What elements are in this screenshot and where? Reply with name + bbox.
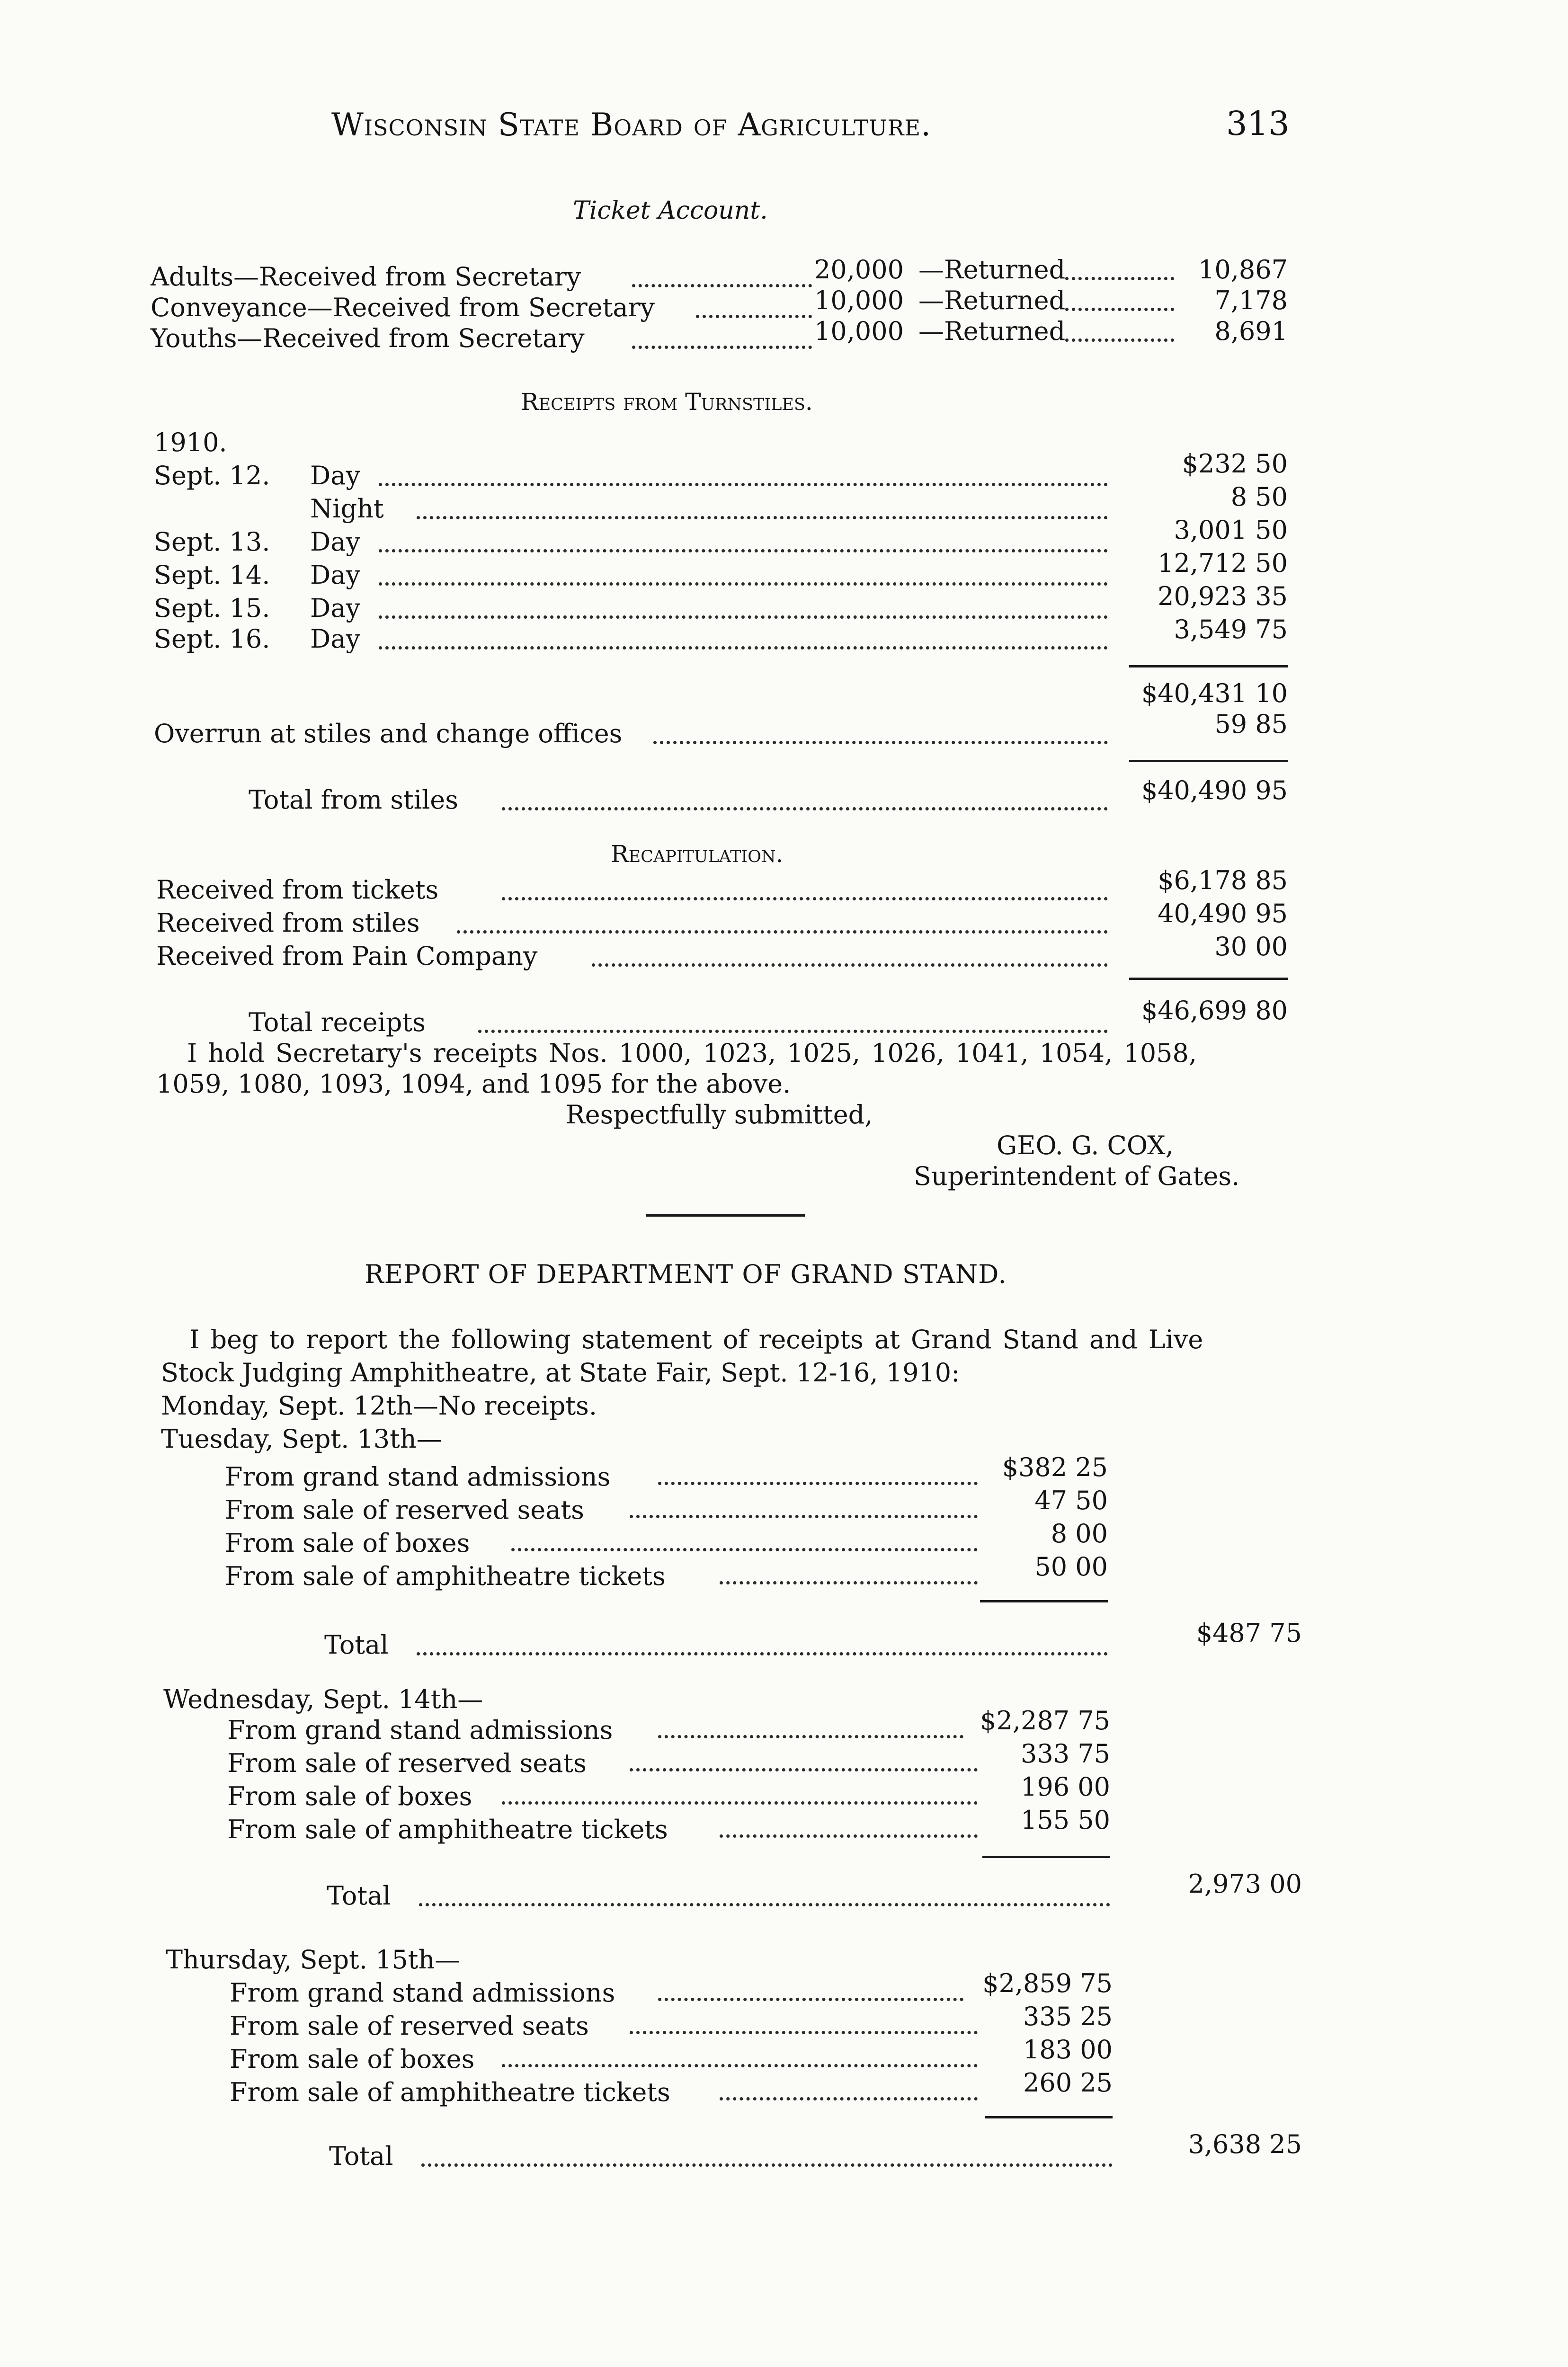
leader-dots: [511, 1548, 978, 1551]
turnstile-date: Sept. 12.: [154, 461, 270, 490]
leader-dots: [502, 807, 1108, 810]
leader-dots: [720, 1581, 978, 1584]
ticket-label: Conveyance—Received from Secretary: [151, 293, 655, 322]
leader-dots: [658, 1735, 963, 1738]
day-total-rule: [982, 1856, 1110, 1858]
stiles-total-label: Total from stiles: [249, 785, 458, 815]
item-amount: 47 50: [1034, 1486, 1108, 1515]
leader-dots: [478, 1030, 1108, 1033]
recap-amount: 40,490 95: [1158, 899, 1288, 928]
leader-dots: [696, 315, 812, 318]
turnstile-label: Day: [310, 593, 360, 623]
leader-dots: [457, 930, 1108, 934]
day-total-rule: [985, 2116, 1113, 2118]
day-heading: Thursday, Sept. 15th—: [166, 1945, 461, 1975]
item-amount: $2,287 75: [980, 1706, 1110, 1735]
turnstiles-heading: Receipts from Turnstiles.: [521, 388, 813, 416]
total-rule: [1129, 760, 1288, 762]
leader-dots: [502, 1801, 978, 1805]
turnstile-date: Sept. 16.: [154, 624, 270, 654]
turnstile-amount: 3,001 50: [1174, 515, 1288, 545]
ticket-received: 10,000: [814, 316, 904, 346]
item-amount: $2,859 75: [982, 1968, 1113, 1998]
recap-heading: Recapitulation.: [611, 840, 784, 868]
turnstile-amount: 8 50: [1230, 482, 1288, 512]
turnstile-amount: 12,712 50: [1158, 548, 1288, 578]
turnstiles-year: 1910.: [154, 427, 227, 457]
turnstile-date: Sept. 13.: [154, 527, 270, 557]
page-number: 313: [1226, 104, 1290, 143]
signer-title: Superintendent of Gates.: [914, 1161, 1240, 1191]
section-divider: [646, 1214, 805, 1217]
subtotal-rule: [1129, 665, 1288, 667]
running-title: Wisconsin State Board of Agriculture.: [331, 107, 932, 143]
signer-name: GEO. G. COX,: [997, 1130, 1174, 1160]
overrun-label: Overrun at stiles and change offices: [154, 719, 623, 748]
leader-dots: [421, 2163, 1113, 2167]
turnstile-date: Sept. 15.: [154, 593, 270, 623]
leader-dots: [592, 963, 1108, 967]
leader-dots: [379, 549, 1108, 552]
leader-dots: [653, 741, 1108, 744]
stiles-total-amount: $40,490 95: [1141, 775, 1288, 805]
recap-total-rule: [1129, 978, 1288, 980]
item-label: From sale of boxes: [230, 2044, 475, 2074]
item-label: From sale of boxes: [227, 1781, 472, 1811]
recap-total-amount: $46,699 80: [1141, 996, 1288, 1025]
leader-dots: [379, 582, 1108, 586]
day-total-rule: [980, 1600, 1108, 1602]
leader-dots: [417, 516, 1108, 519]
leader-dots: [379, 483, 1108, 486]
leader-dots: [720, 2097, 978, 2100]
ticket-returned: 8,691: [1214, 316, 1288, 346]
ticket-returned: 10,867: [1198, 255, 1288, 285]
ticket-received: 20,000: [814, 255, 904, 285]
recap-label: Received from tickets: [156, 875, 439, 905]
ticket-label: Youths—Received from Secretary: [151, 323, 585, 353]
item-amount: 50 00: [1034, 1552, 1108, 1582]
turnstile-amount: $232 50: [1182, 449, 1288, 479]
item-amount: 335 25: [1023, 2002, 1113, 2031]
item-label: From sale of boxes: [225, 1528, 470, 1558]
day-total-label: Total: [329, 2141, 393, 2171]
day-heading: Tuesday, Sept. 13th—: [161, 1424, 442, 1454]
ticket-account-heading: Ticket Account.: [573, 196, 768, 225]
item-label: From sale of amphitheatre tickets: [230, 2077, 670, 2107]
turnstile-amount: 20,923 35: [1158, 581, 1288, 611]
day-total: 2,973 00: [1188, 1869, 1302, 1899]
leader-dots: [630, 1515, 978, 1518]
leader-dots: [419, 1903, 1110, 1906]
leader-dots: [658, 1998, 963, 2001]
receipts-note-continued: 1059, 1080, 1093, 1094, and 1095 for the above.: [156, 1069, 791, 1099]
ticket-returned-label: —Returned: [918, 285, 1066, 315]
item-label: From sale of amphitheatre tickets: [227, 1815, 668, 1844]
grand-stand-heading: REPORT OF DEPARTMENT OF GRAND STAND.: [365, 1259, 1007, 1289]
item-amount: 196 00: [1021, 1772, 1110, 1802]
grand-stand-intro: I beg to report the following statement of receipts at Grand Stand and Live: [189, 1325, 1203, 1354]
leader-dots: [630, 2031, 978, 2034]
leader-dots: [417, 1652, 1108, 1655]
recap-amount: 30 00: [1214, 932, 1288, 961]
leader-dots: [379, 615, 1108, 619]
day-total-label: Total: [327, 1881, 391, 1911]
ticket-returned: 7,178: [1214, 285, 1288, 315]
item-amount: 260 25: [1023, 2068, 1113, 2098]
item-amount: 333 75: [1021, 1739, 1110, 1769]
turnstile-label: Day: [310, 624, 360, 654]
item-amount: 183 00: [1023, 2035, 1113, 2064]
item-amount: 8 00: [1051, 1519, 1108, 1548]
leader-dots: [502, 2064, 978, 2067]
leader-dots: [632, 284, 812, 287]
turnstile-date: Sept. 14.: [154, 560, 270, 590]
item-amount: 155 50: [1021, 1805, 1110, 1835]
turnstile-label: Day: [310, 560, 360, 590]
leader-dots: [630, 1768, 978, 1771]
day-total: $487 75: [1196, 1618, 1302, 1648]
recap-total-label: Total receipts: [249, 1007, 426, 1037]
item-label: From sale of reserved seats: [227, 1748, 587, 1778]
day-total-label: Total: [324, 1630, 389, 1660]
item-label: From grand stand admissions: [230, 1978, 615, 2008]
turnstile-label: Day: [310, 527, 360, 557]
recap-amount: $6,178 85: [1158, 865, 1288, 895]
item-amount: $382 25: [1002, 1452, 1108, 1482]
recap-label: Received from Pain Company: [156, 941, 538, 971]
ticket-received: 10,000: [814, 285, 904, 315]
item-label: From sale of amphitheatre tickets: [225, 1561, 666, 1591]
item-label: From grand stand admissions: [225, 1462, 611, 1492]
receipts-note: I hold Secretary's receipts Nos. 1000, 1023, 1025, 1026, 1041, 1054, 1058,: [187, 1038, 1197, 1068]
leader-dots: [658, 1482, 978, 1485]
grand-stand-intro-continued: Stock Judging Amphitheatre, at State Fair, Sept. 12-16, 1910:: [161, 1358, 960, 1388]
item-label: From sale of reserved seats: [230, 2011, 589, 2041]
day-heading: Wednesday, Sept. 14th—: [163, 1684, 483, 1714]
turnstile-label: Night: [310, 494, 384, 524]
leader-dots: [720, 1834, 978, 1838]
ticket-label: Adults—Received from Secretary: [151, 262, 581, 292]
recap-label: Received from stiles: [156, 908, 420, 938]
monday-note: Monday, Sept. 12th—No receipts.: [161, 1391, 597, 1421]
overrun-amount: 59 85: [1214, 709, 1288, 739]
turnstile-amount: 3,549 75: [1174, 614, 1288, 644]
closing: Respectfully submitted,: [566, 1100, 873, 1130]
day-total: 3,638 25: [1188, 2129, 1302, 2159]
leader-dots: [632, 346, 812, 349]
turnstile-label: Day: [310, 461, 360, 490]
ticket-returned-label: —Returned: [918, 255, 1066, 285]
ticket-returned-label: —Returned: [918, 316, 1066, 346]
item-label: From sale of reserved seats: [225, 1495, 584, 1525]
item-label: From grand stand admissions: [227, 1715, 613, 1745]
leader-dots: [379, 646, 1108, 650]
turnstiles-subtotal: $40,431 10: [1141, 678, 1288, 708]
leader-dots: [502, 897, 1108, 900]
